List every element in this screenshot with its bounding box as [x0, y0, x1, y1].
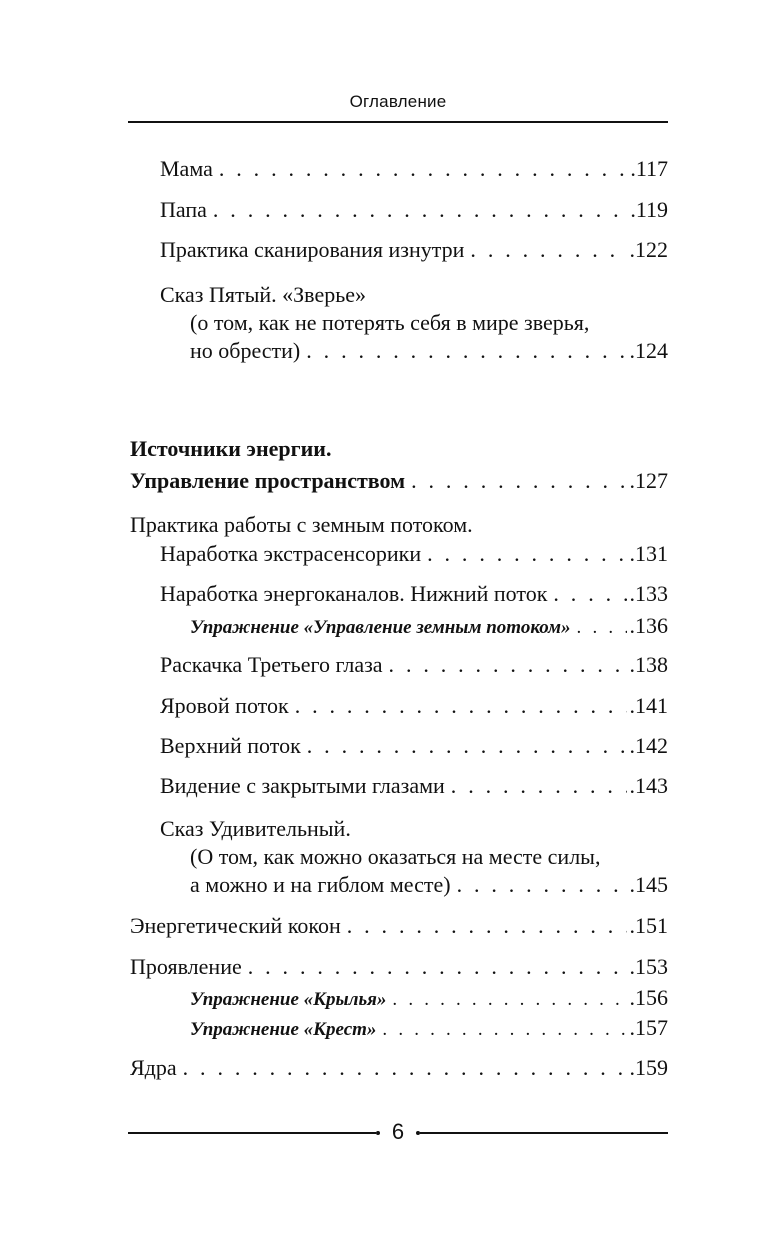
dot-leader	[219, 156, 627, 182]
toc-entry-cores	[130, 1055, 668, 1081]
toc-entry-scanning-practice	[160, 237, 668, 263]
toc-page-number: .145	[629, 872, 668, 897]
dot-leader	[457, 872, 627, 898]
toc-entry-closed-eyes-vision	[160, 773, 668, 799]
toc-entry-tale-five-title: Сказ Пятый. «Зверье»	[160, 282, 367, 307]
toc-entry-earth-stream-practice: Практика работы с земным потоком.	[130, 512, 473, 537]
toc-entry-extrasensory	[160, 541, 668, 567]
toc-page-number: .142	[629, 733, 668, 758]
toc-page-number: .156	[629, 985, 668, 1010]
dot-leader	[248, 954, 627, 980]
footer-rule-right	[420, 1132, 668, 1134]
toc-page-number: .133	[629, 581, 668, 606]
section-heading-energy-sources	[130, 468, 668, 494]
dot-leader	[427, 541, 626, 567]
toc-entry-title: Упражнение «Крылья»	[190, 989, 387, 1010]
toc-entry-title: а можно и на гиблом месте)	[190, 872, 451, 897]
toc-entry-third-eye	[160, 652, 668, 678]
toc-page-number: .153	[629, 954, 668, 979]
toc-entry-mama	[160, 156, 668, 182]
toc-entry-energy-cocoon	[130, 913, 668, 939]
toc-entry-manifestation	[130, 954, 668, 980]
toc-entry-title: Папа	[160, 197, 207, 222]
toc-entry-exercise-wings	[190, 985, 668, 1011]
toc-entry-tale-five	[190, 338, 668, 364]
toc-page-number: .138	[629, 652, 668, 677]
toc-entry-title: Раскачка Третьего глаза	[160, 652, 383, 677]
dot-leader	[307, 733, 627, 759]
toc-entry-tale-amazing-subtitle: (О том, как можно оказаться на месте силы,	[190, 844, 601, 869]
toc-entry-tale-amazing	[190, 872, 668, 898]
dot-leader	[382, 1017, 626, 1043]
toc-entry-title: но обрести)	[190, 338, 301, 363]
dot-leader	[306, 338, 626, 364]
dot-leader	[392, 987, 626, 1013]
toc-entry-tale-amazing-title: Сказ Удивительный.	[160, 816, 351, 841]
running-head: Оглавление	[349, 92, 447, 111]
dot-leader	[411, 468, 626, 494]
toc-page-number: .159	[629, 1055, 668, 1080]
dot-leader	[347, 913, 627, 939]
toc-entry-exercise-earth-stream	[190, 613, 668, 639]
toc-entry-tale-five-subtitle: (о том, как не потерять себя в мире зверья,	[190, 310, 590, 335]
toc-page-number: .157	[629, 1015, 668, 1040]
toc-page-number: .136	[629, 613, 668, 638]
toc-entry-title: Упражнение «Крест»	[190, 1019, 377, 1040]
toc-entry-title: Проявление	[130, 954, 242, 979]
toc-entry-title: Мама	[160, 156, 213, 181]
section-heading-line1: Источники энергии.	[130, 436, 332, 461]
toc-entry-title: Верхний поток	[160, 733, 301, 758]
toc-page-number: .124	[629, 338, 668, 363]
toc-page-number: .143	[629, 773, 668, 798]
page-number: 6	[391, 1119, 405, 1144]
toc-entry-title: Энергетический кокон	[130, 913, 341, 938]
dot-leader	[470, 237, 626, 263]
toc-page-number: .119	[630, 197, 668, 222]
toc-entry-title: Яровой поток	[160, 693, 289, 718]
toc-entry-papa	[160, 197, 668, 223]
dot-leader	[389, 652, 627, 678]
toc-entry-title: Управление пространством	[130, 468, 406, 493]
toc-entry-title: Практика сканирования изнутри	[160, 237, 465, 262]
toc-entry-upper-stream	[160, 733, 668, 759]
toc-page-number: .127	[629, 468, 668, 493]
toc-page-number: .131	[629, 541, 668, 566]
footer-rule-left	[128, 1132, 376, 1134]
toc-entry-yar-stream	[160, 693, 668, 719]
toc-entry-title: Ядра	[130, 1055, 177, 1080]
toc-entry-energy-channels	[160, 581, 668, 607]
dot-leader	[183, 1055, 627, 1081]
header-rule	[128, 121, 668, 123]
toc-page-number: .117	[630, 156, 668, 181]
toc-page-number: .151	[629, 913, 668, 938]
toc-entry-title: Упражнение «Управление земным потоком»	[190, 617, 571, 638]
dot-leader	[577, 615, 627, 641]
dot-leader	[553, 581, 626, 607]
dot-leader	[295, 693, 627, 719]
dot-leader	[213, 197, 627, 223]
dot-leader	[451, 773, 627, 799]
toc-page-number: .141	[629, 693, 668, 718]
toc-entry-title: Наработка энергоканалов. Нижний поток	[160, 581, 548, 606]
toc-entry-title: Наработка экстрасенсорики	[160, 541, 422, 566]
toc-page-number: .122	[629, 237, 668, 262]
toc-entry-title: Видение с закрытыми глазами	[160, 773, 445, 798]
toc-entry-exercise-cross	[190, 1015, 668, 1041]
